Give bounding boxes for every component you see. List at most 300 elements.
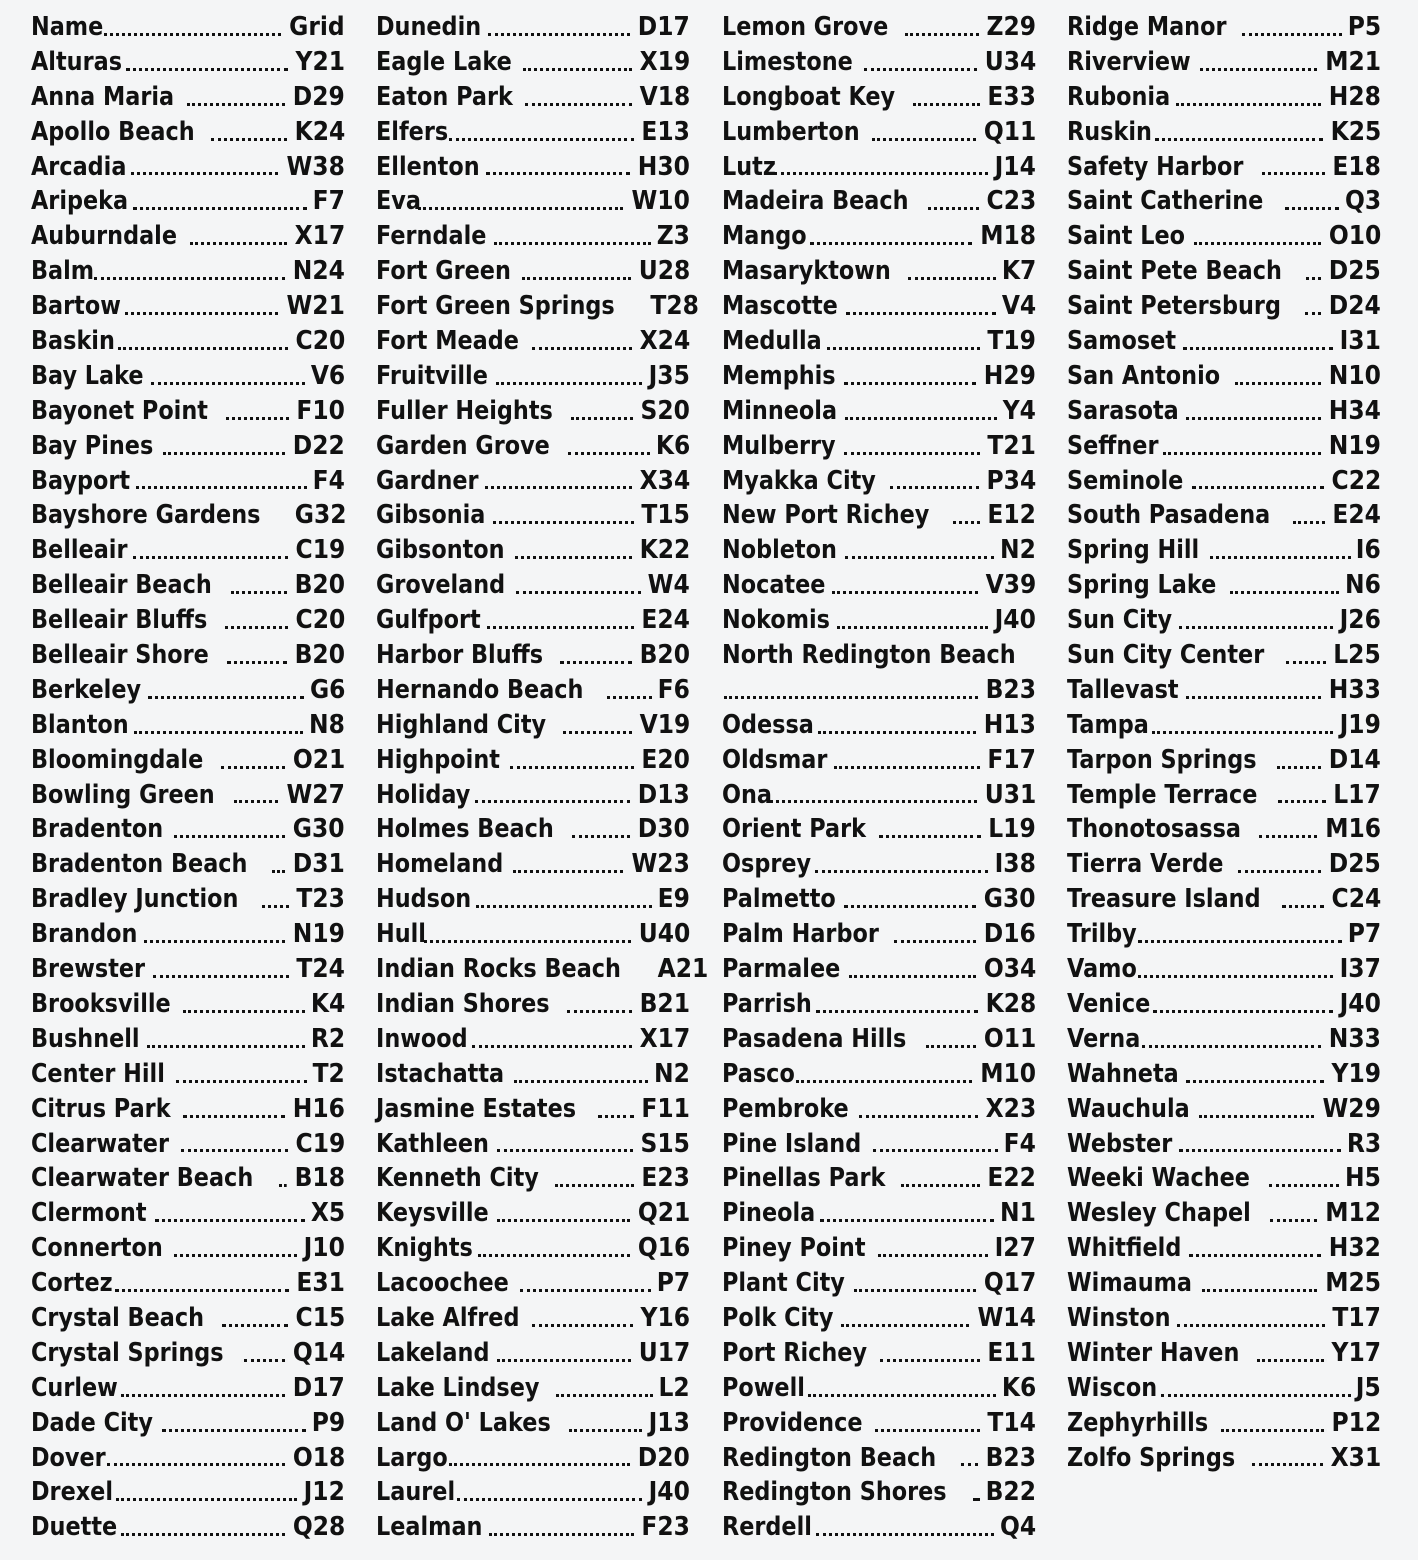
grid-reference: Q21 xyxy=(637,1198,690,1229)
index-entry xyxy=(722,1301,1036,1336)
index-entry xyxy=(722,1475,1036,1510)
dot-leader xyxy=(818,731,976,734)
index-entry xyxy=(376,1510,690,1545)
grid-reference: S15 xyxy=(640,1128,690,1159)
place-name: Port Richey xyxy=(722,1337,868,1368)
place-name: Palmetto xyxy=(722,884,836,915)
place-name: Webster xyxy=(1067,1128,1173,1159)
index-entry xyxy=(1067,1022,1381,1057)
dot-leader xyxy=(1194,242,1321,245)
grid-reference: U28 xyxy=(638,256,690,287)
index-entry xyxy=(31,568,345,603)
index-entry xyxy=(1067,847,1381,882)
place-name: Medulla xyxy=(722,326,822,357)
index-entry xyxy=(1067,219,1381,254)
grid-reference: P9 xyxy=(311,1407,345,1438)
dot-leader xyxy=(522,277,630,280)
grid-reference: Z29 xyxy=(986,12,1036,42)
dot-leader xyxy=(878,1254,988,1257)
dot-leader xyxy=(1199,1115,1314,1118)
dot-leader xyxy=(864,68,977,71)
grid-reference: B21 xyxy=(639,988,690,1019)
place-name: Wiscon xyxy=(1067,1372,1158,1403)
place-name: Treasure Island xyxy=(1067,884,1261,915)
index-entry xyxy=(376,1196,690,1231)
place-name: Saint Petersburg xyxy=(1067,291,1281,322)
place-name: Tampa xyxy=(1067,709,1149,740)
grid-reference: B20 xyxy=(294,640,345,671)
grid-reference: M25 xyxy=(1325,1268,1381,1299)
index-entry xyxy=(376,429,690,464)
dot-leader xyxy=(872,138,976,141)
dot-leader xyxy=(1306,277,1321,280)
dot-leader xyxy=(563,731,631,734)
dot-leader xyxy=(183,1115,285,1118)
index-entry xyxy=(1067,429,1381,464)
dot-leader xyxy=(125,312,278,315)
dot-leader xyxy=(497,1149,633,1152)
place-name: Vamo xyxy=(1067,954,1137,985)
place-name: Pasco xyxy=(722,1058,795,1089)
place-name: Cortez xyxy=(31,1268,113,1299)
dot-leader xyxy=(1192,486,1324,489)
grid-reference: E23 xyxy=(641,1163,690,1194)
place-name: Wimauma xyxy=(1067,1268,1193,1299)
dot-leader xyxy=(1230,591,1339,594)
grid-reference: C22 xyxy=(1331,465,1381,496)
grid-reference: F7 xyxy=(312,186,345,217)
dot-leader xyxy=(1282,905,1324,908)
index-entry xyxy=(31,1092,345,1127)
grid-reference: Y17 xyxy=(1331,1337,1381,1368)
dot-leader xyxy=(961,1463,978,1466)
dot-leader xyxy=(1242,33,1342,36)
index-entry xyxy=(376,1266,690,1301)
index-entry xyxy=(31,1336,345,1371)
grid-reference: Y21 xyxy=(295,46,345,77)
dot-leader xyxy=(1257,1359,1324,1362)
place-name: Belleair Bluffs xyxy=(31,605,208,636)
place-name: Fort Green Springs xyxy=(376,291,615,322)
grid-reference: P7 xyxy=(1347,919,1381,950)
index-entry xyxy=(31,1161,345,1196)
grid-reference: J35 xyxy=(648,360,690,391)
index-entry xyxy=(31,1022,345,1057)
place-name: Safety Harbor xyxy=(1067,151,1244,182)
dot-leader xyxy=(875,1429,980,1432)
grid-reference: I6 xyxy=(1356,535,1381,566)
grid-reference: Y16 xyxy=(640,1302,690,1333)
dot-leader xyxy=(832,591,978,594)
index-entry xyxy=(1067,115,1381,150)
grid-reference: X17 xyxy=(639,1023,690,1054)
index-entry xyxy=(1067,603,1381,638)
place-name: Thonotosassa xyxy=(1067,814,1241,845)
grid-reference: B23 xyxy=(985,674,1036,705)
place-name: Sarasota xyxy=(1067,395,1179,426)
index-entry xyxy=(31,638,345,673)
dot-leader xyxy=(845,417,997,420)
grid-reference: K7 xyxy=(1001,256,1036,287)
place-name: Ridge Manor xyxy=(1067,12,1227,42)
grid-reference: B18 xyxy=(294,1163,345,1194)
place-name: Riverview xyxy=(1067,46,1191,77)
grid-reference: D29 xyxy=(293,81,345,112)
index-entry xyxy=(1067,1057,1381,1092)
dot-leader xyxy=(770,800,977,803)
place-name: Clearwater Beach xyxy=(31,1163,254,1194)
dot-leader xyxy=(163,452,286,455)
place-name: Oldsmar xyxy=(722,744,828,775)
grid-reference: I31 xyxy=(1339,326,1381,357)
dot-leader xyxy=(523,68,631,71)
dot-leader xyxy=(1179,626,1334,629)
dot-leader xyxy=(1189,1254,1321,1257)
place-name: Dover xyxy=(31,1442,106,1473)
place-name: Temple Terrace xyxy=(1067,779,1258,810)
dot-leader xyxy=(118,347,288,350)
grid-reference: L2 xyxy=(658,1372,690,1403)
place-name: Crystal Springs xyxy=(31,1337,224,1368)
place-name: Dunedin xyxy=(376,12,482,42)
place-name: Ferndale xyxy=(376,221,487,252)
grid-reference: T15 xyxy=(641,500,690,531)
place-name: Jasmine Estates xyxy=(376,1093,577,1124)
dot-leader xyxy=(487,626,634,629)
dot-leader xyxy=(774,172,988,175)
dot-leader xyxy=(1262,172,1326,175)
index-entry xyxy=(31,359,345,394)
place-name: Bayport xyxy=(31,465,131,496)
dot-leader xyxy=(1221,1429,1324,1432)
grid-reference: C24 xyxy=(1331,884,1381,915)
dot-leader xyxy=(827,347,980,350)
grid-reference: P7 xyxy=(656,1268,690,1299)
grid-reference: N33 xyxy=(1328,1023,1381,1054)
place-name: Polk City xyxy=(722,1302,834,1333)
grid-reference: G30 xyxy=(984,884,1036,915)
grid-reference: R2 xyxy=(310,1023,345,1054)
dot-leader xyxy=(1161,1394,1351,1397)
place-name: Dade City xyxy=(31,1407,153,1438)
dot-leader xyxy=(497,1359,630,1362)
place-name: Gibsonton xyxy=(376,535,505,566)
place-name: Lake Alfred xyxy=(376,1302,520,1333)
grid-reference: P12 xyxy=(1331,1407,1381,1438)
index-entry xyxy=(376,498,690,533)
index-entry xyxy=(376,184,690,219)
dot-leader xyxy=(913,103,980,106)
place-name: Tierra Verde xyxy=(1067,849,1224,880)
grid-reference: M21 xyxy=(1325,46,1381,77)
dot-leader xyxy=(226,417,289,420)
index-entry xyxy=(31,1266,345,1301)
grid-reference: O11 xyxy=(983,1023,1036,1054)
index-entry xyxy=(722,1336,1036,1371)
index-entry xyxy=(376,812,690,847)
grid-reference: E12 xyxy=(987,500,1036,531)
grid-reference: J10 xyxy=(303,1233,345,1264)
dot-leader xyxy=(231,591,287,594)
dot-leader xyxy=(894,940,976,943)
grid-reference: D20 xyxy=(638,1442,690,1473)
index-entry xyxy=(31,429,345,464)
index-entry xyxy=(722,115,1036,150)
place-name: Osprey xyxy=(722,849,812,880)
grid-reference: Grid xyxy=(289,12,345,42)
grid-reference: B20 xyxy=(294,570,345,601)
place-name: Eaton Park xyxy=(376,81,513,112)
grid-reference: H5 xyxy=(1345,1163,1381,1194)
dot-leader xyxy=(513,870,623,873)
index-entry xyxy=(31,847,345,882)
index-entry xyxy=(722,568,1036,603)
place-name: Trilby xyxy=(1067,919,1137,950)
dot-leader xyxy=(880,1359,980,1362)
index-entry xyxy=(1067,10,1381,45)
grid-reference: Z3 xyxy=(656,221,690,252)
place-name: Bradenton xyxy=(31,814,164,845)
grid-reference: F4 xyxy=(1003,1128,1036,1159)
place-name: Laurel xyxy=(376,1477,456,1508)
dot-leader xyxy=(148,696,303,699)
index-entry xyxy=(722,324,1036,359)
dot-leader xyxy=(147,1045,305,1048)
index-entry xyxy=(376,847,690,882)
dot-leader xyxy=(121,1533,285,1536)
grid-reference: W4 xyxy=(647,570,690,601)
index-entry xyxy=(1067,394,1381,429)
grid-reference: K28 xyxy=(985,988,1036,1019)
place-name: Bay Lake xyxy=(31,360,144,391)
index-entry xyxy=(722,1510,1036,1545)
index-entry xyxy=(1067,184,1381,219)
index-entry xyxy=(31,917,345,952)
place-name: Bayonet Point xyxy=(31,395,208,426)
grid-reference: F4 xyxy=(312,465,345,496)
place-name: Groveland xyxy=(376,570,506,601)
index-entry xyxy=(376,1161,690,1196)
grid-reference: Q3 xyxy=(1344,186,1381,217)
place-name: Ellenton xyxy=(376,151,480,182)
index-entry xyxy=(722,882,1036,917)
dot-leader xyxy=(272,870,285,873)
index-entry xyxy=(722,1441,1036,1476)
index-entry xyxy=(722,708,1036,743)
index-entry xyxy=(376,254,690,289)
index-entry xyxy=(1067,1092,1381,1127)
grid-reference: K22 xyxy=(639,535,690,566)
grid-reference: T21 xyxy=(987,430,1036,461)
dot-leader xyxy=(485,486,632,489)
place-name: Rerdell xyxy=(722,1512,812,1543)
place-name: Inwood xyxy=(376,1023,468,1054)
grid-reference: F17 xyxy=(987,744,1036,775)
place-name: Center Hill xyxy=(31,1058,165,1089)
place-name: Land O' Lakes xyxy=(376,1407,551,1438)
index-entry xyxy=(1067,673,1381,708)
place-name: Name xyxy=(31,12,104,42)
dot-leader xyxy=(1179,1149,1341,1152)
place-name: Citrus Park xyxy=(31,1093,171,1124)
place-name: Fort Meade xyxy=(376,326,519,357)
place-name: Parmalee xyxy=(722,954,841,985)
dot-leader xyxy=(472,1045,632,1048)
grid-reference: E31 xyxy=(296,1268,345,1299)
grid-reference: J26 xyxy=(1339,605,1381,636)
dot-leader xyxy=(1252,1463,1323,1466)
index-entry xyxy=(376,952,709,987)
index-entry xyxy=(376,289,699,324)
place-name: Pineola xyxy=(722,1198,816,1229)
dot-leader xyxy=(126,68,288,71)
place-name: Redington Shores xyxy=(722,1477,947,1508)
dot-leader xyxy=(449,138,634,141)
grid-reference: H30 xyxy=(637,151,690,182)
place-name: Winston xyxy=(1067,1302,1171,1333)
place-name: Bloomingdale xyxy=(31,744,204,775)
dot-leader xyxy=(497,1219,630,1222)
place-name: Holiday xyxy=(376,779,471,810)
dot-leader xyxy=(846,312,996,315)
index-entry xyxy=(722,533,1036,568)
grid-reference: H32 xyxy=(1328,1233,1381,1264)
place-name: Apollo Beach xyxy=(31,116,195,147)
dot-leader xyxy=(457,1498,642,1501)
place-name: Kathleen xyxy=(376,1128,489,1159)
index-header-row xyxy=(31,10,345,45)
place-name: Indian Rocks Beach xyxy=(376,954,621,985)
grid-reference: T2 xyxy=(312,1058,345,1089)
place-name: Belleair xyxy=(31,535,128,566)
dot-leader xyxy=(569,1429,642,1432)
grid-reference: V39 xyxy=(985,570,1036,601)
place-name: Wahneta xyxy=(1067,1058,1179,1089)
dot-leader xyxy=(225,626,287,629)
dot-leader xyxy=(834,766,980,769)
index-entry xyxy=(1067,917,1381,952)
index-entry xyxy=(1067,812,1381,847)
place-name: Fort Green xyxy=(376,256,511,287)
dot-leader xyxy=(1277,766,1321,769)
dot-leader xyxy=(1186,696,1321,699)
index-entry xyxy=(722,289,1036,324)
grid-reference: N1 xyxy=(1000,1198,1036,1229)
place-name: Hudson xyxy=(376,884,472,915)
grid-reference: B23 xyxy=(985,1442,1036,1473)
index-entry xyxy=(722,10,1036,45)
grid-reference: E20 xyxy=(641,744,690,775)
index-entry xyxy=(31,952,345,987)
index-entry xyxy=(1067,80,1381,115)
place-name: Brandon xyxy=(31,919,138,950)
index-entry xyxy=(376,603,690,638)
dot-leader xyxy=(262,905,289,908)
grid-reference: M10 xyxy=(980,1058,1036,1089)
index-entry xyxy=(722,1406,1036,1441)
index-entry xyxy=(31,1231,345,1266)
index-entry xyxy=(376,1231,690,1266)
index-entry xyxy=(1067,150,1381,185)
dot-leader xyxy=(841,1324,969,1327)
grid-reference: J40 xyxy=(648,1477,690,1508)
place-name: Alturas xyxy=(31,46,123,77)
grid-reference: A21 xyxy=(657,954,709,985)
grid-reference: Q17 xyxy=(983,1268,1036,1299)
dot-leader xyxy=(908,277,996,280)
dot-leader xyxy=(116,1498,297,1501)
grid-reference: T14 xyxy=(987,1407,1036,1438)
grid-reference: M12 xyxy=(1325,1198,1381,1229)
dot-leader xyxy=(244,1359,284,1362)
dot-leader xyxy=(476,905,652,908)
place-name: Istachatta xyxy=(376,1058,505,1089)
place-name: Elfers xyxy=(376,116,449,147)
place-name: Lacoochee xyxy=(376,1268,509,1299)
dot-leader xyxy=(496,382,643,385)
dot-leader xyxy=(1177,1324,1325,1327)
place-name: Aripeka xyxy=(31,186,129,217)
dot-leader xyxy=(486,172,630,175)
index-entry xyxy=(722,184,1036,219)
grid-reference: X24 xyxy=(639,326,690,357)
grid-reference: Q16 xyxy=(637,1233,690,1264)
index-entry xyxy=(376,1406,690,1441)
index-entry xyxy=(1067,638,1381,673)
place-name: Balm xyxy=(31,256,95,287)
place-name: Verna xyxy=(1067,1023,1141,1054)
grid-reference: I37 xyxy=(1339,954,1381,985)
dot-leader xyxy=(136,486,307,489)
index-column xyxy=(31,10,345,1545)
index-entry xyxy=(722,464,1036,499)
grid-reference: G32 xyxy=(295,500,347,531)
place-name: Mango xyxy=(722,221,807,252)
place-name: Holmes Beach xyxy=(376,814,554,845)
index-entry xyxy=(1067,464,1381,499)
dot-leader xyxy=(475,800,630,803)
dot-leader xyxy=(525,103,632,106)
index-entry xyxy=(31,1057,345,1092)
grid-reference: N8 xyxy=(309,709,345,740)
grid-reference: J40 xyxy=(994,605,1036,636)
index-entry xyxy=(31,1196,345,1231)
grid-reference: D16 xyxy=(984,919,1036,950)
dot-leader xyxy=(796,1080,972,1083)
place-name: Lumberton xyxy=(722,116,860,147)
index-entry xyxy=(722,638,1036,673)
grid-reference: V4 xyxy=(1001,291,1036,322)
place-name: San Antonio xyxy=(1067,360,1221,391)
index-entry xyxy=(1067,568,1381,603)
index-entry xyxy=(722,150,1036,185)
place-name: Mascotte xyxy=(722,291,838,322)
dot-leader xyxy=(607,696,652,699)
dot-leader xyxy=(1138,940,1342,943)
index-entry xyxy=(376,1441,690,1476)
place-name: Odessa xyxy=(722,709,814,740)
grid-reference: O34 xyxy=(983,954,1036,985)
index-entry xyxy=(722,812,1036,847)
grid-reference: W10 xyxy=(631,186,690,217)
grid-reference: U17 xyxy=(638,1337,690,1368)
place-name: Samoset xyxy=(1067,326,1177,357)
dot-leader xyxy=(844,452,980,455)
place-name: Fuller Heights xyxy=(376,395,553,426)
index-entry xyxy=(722,254,1036,289)
index-entry xyxy=(31,184,345,219)
index-entry xyxy=(31,324,345,359)
